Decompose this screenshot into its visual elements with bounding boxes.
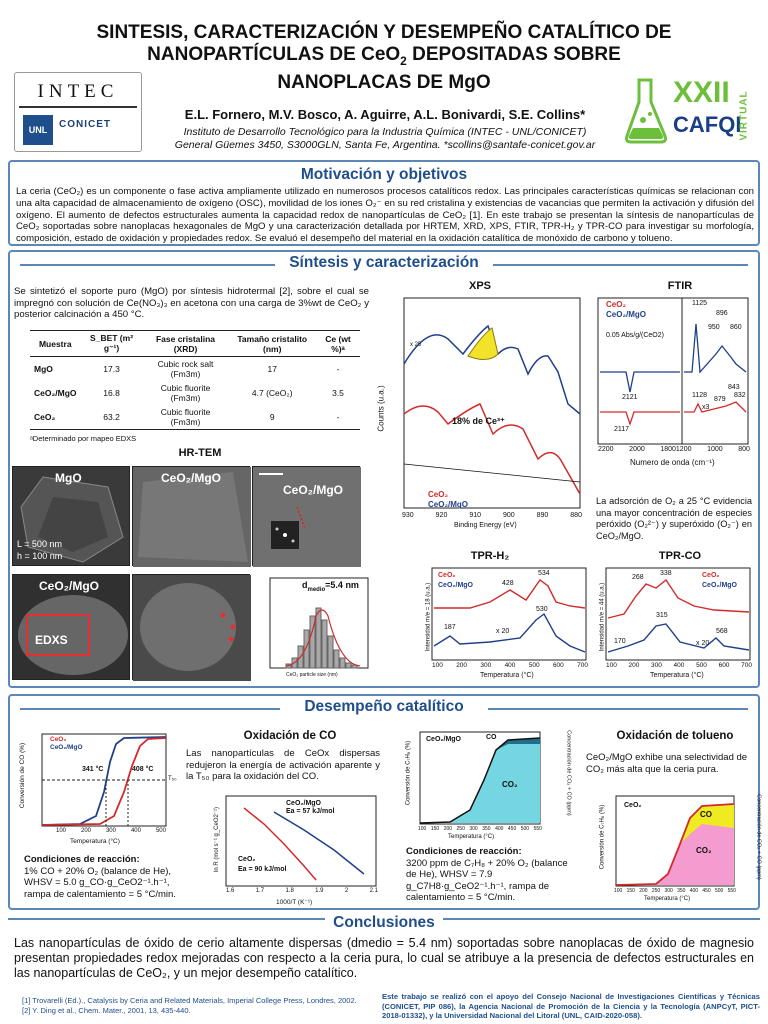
t50-ceo2: 408 °C	[132, 766, 154, 773]
ftir-label: 896	[716, 310, 728, 317]
ftir-text: La adsorción de O₂ a 25 °C evidencia una mayor concentración de especies peróxido (O₂²⁻) y superóxido (O₂⁻) en CeO₂/MgO.	[596, 496, 752, 541]
col-header: S_BET (m² g⁻¹)	[90, 333, 134, 353]
table-cell: Cubic fluorite (Fm3m)	[160, 407, 211, 427]
xtick: 2000	[629, 446, 645, 453]
table-cell: MgO	[34, 364, 53, 374]
xtick: 300	[664, 888, 673, 894]
ox-tol-text: CeO₂/MgO exhibe una selectividad de CO₂ más alta que la ceria pura.	[586, 752, 748, 775]
title-line-1: SINTESIS, CARACTERIZACIÓN Y DESEMPEÑO CATALÍTICO DE	[96, 22, 672, 43]
tol1-svg	[400, 730, 570, 832]
cond-tol	[406, 846, 576, 904]
histogram-bar	[322, 620, 327, 668]
xps-title: XPS	[468, 280, 491, 292]
table-cell: -	[336, 364, 340, 374]
histogram-bar	[334, 650, 339, 668]
ftir-label: x3	[702, 404, 710, 411]
ftir-label: 860	[730, 324, 742, 331]
arrhenius-chart	[204, 794, 380, 908]
xtick: 2.1	[369, 888, 378, 894]
tpr-h2-xticks	[432, 662, 588, 669]
xtick: 600	[718, 662, 730, 669]
intec-logo	[14, 72, 142, 152]
xtick: 300	[469, 826, 478, 832]
sintesis-title: Síntesis y caracterización	[289, 254, 479, 271]
xtick: 18001200	[660, 446, 692, 453]
poster-title	[70, 22, 698, 94]
ftir-title: FTIR	[667, 280, 693, 292]
arrh-ylabel: ln R (mol s⁻¹ g_CeO2⁻¹)	[214, 806, 221, 873]
xtick: 1.8	[285, 888, 294, 894]
xtick: 200	[443, 826, 453, 832]
affiliation-line-1: Instituto de Desarrollo Tecnológico para la Industria Química (INTEC - UNL/CONICET)	[183, 126, 587, 138]
virtual-text: VIRTUAL	[738, 90, 750, 141]
histogram-bar	[328, 636, 333, 668]
tol2-co: CO	[700, 810, 712, 819]
tem-label: CeO₂/MgO	[161, 471, 221, 485]
arrh-s1: CeO₂/MgO	[286, 800, 321, 807]
ftir-chart	[596, 294, 752, 470]
co-conv-xticks	[56, 828, 166, 834]
histogram-bar	[316, 608, 321, 668]
arrh-xlabel: 1000/T (K⁻¹)	[276, 899, 313, 906]
table-row	[30, 381, 360, 405]
affiliation	[150, 126, 620, 152]
co-conv-xlabel: Temperatura (°C)	[70, 838, 120, 845]
xtick: 2	[344, 888, 349, 894]
xtick: 500	[696, 662, 707, 669]
xtick: 550	[727, 888, 736, 894]
xtick: 100	[418, 826, 427, 832]
tpr-label: 170	[614, 638, 626, 645]
tpr-co-svg	[604, 566, 754, 666]
ftir-legend-ceo2: CeO₂	[606, 300, 627, 309]
tpr-h2-ylabel: Intensidad m/e = 18 (u.a.)	[425, 582, 432, 652]
motivacion-section	[8, 160, 760, 246]
reference-1: [1] Trovarelli (Ed.)., Catalysis by Ceria and Related Materials, Imperial College Press, Londres, 2002.	[22, 996, 357, 1005]
xtick: 100	[606, 662, 617, 669]
reference-2: [2] Y. Ding et al., Chem. Mater., 2001, 13, 435-440.	[22, 1006, 191, 1015]
tol2-label: CeO₂	[624, 802, 642, 809]
tem-image-mgo	[12, 466, 130, 566]
table-header-row	[30, 331, 360, 357]
ox-co-text: Las nanopartículas de CeOx dispersas redujeron la energía de activación aparente y la T₅₀ para la oxidación del CO.	[186, 748, 380, 782]
table-cell: 3.5	[332, 388, 344, 398]
co-conv-svg	[20, 732, 170, 840]
tpr-label: 187	[444, 624, 456, 631]
ftir-scale: 0.05 Abs/g/(CeO2)	[606, 332, 664, 339]
tpr-label: x 20	[496, 628, 510, 635]
tol1-label: CeO₂/MgO	[426, 736, 461, 743]
conclusiones-banner	[0, 914, 768, 932]
references	[22, 996, 362, 1016]
col-header: Fase cristalina (XRD)	[155, 333, 216, 354]
xtick: 150	[430, 826, 440, 832]
xtick: 400	[495, 826, 504, 832]
arrh-s2: CeO₂	[238, 856, 256, 863]
tpr-co-chart	[599, 566, 754, 684]
tol1-co2: CO₂	[502, 780, 518, 789]
histogram-bar	[304, 630, 309, 668]
tpr-label: 428	[502, 580, 514, 587]
conclusiones-text: Las nanopartículas de óxido de cerio altamente dispersas (dmedio = 5.4 nm) soportadas sobre nanoplacas de óxido de magnesio presentan propiedades redox mejoradas con respecto a la ceria pura, lo cual se atribuye a la presencia de defectos estructurales en las nanopartículas de CeO₂, y un mejor desempeño catalítico.	[14, 936, 754, 980]
motivacion-title: Motivación y objetivos	[300, 166, 468, 183]
xtick: 910	[469, 512, 481, 519]
xps-legend-ceo2: CeO₂	[428, 490, 449, 499]
col-header: Ce (wt %)ᵃ	[325, 333, 351, 354]
arrh-s2-ea: Ea = 90 kJ/mol	[238, 866, 287, 873]
co-conv-ylabel: Conversión de CO (%)	[19, 742, 27, 809]
table-cell: 9	[269, 412, 275, 422]
size-histogram	[256, 576, 370, 682]
tem-image-particles	[132, 574, 250, 680]
authors: E.L. Fornero, M.V. Bosco, A. Aguirre, A.L. Bonivardi, S.E. Collins*	[184, 107, 586, 122]
tpr-label: x 20	[696, 640, 710, 647]
cond-co	[24, 854, 184, 900]
xtick: 1.9	[315, 888, 324, 894]
xtick: 450	[702, 888, 711, 894]
table-cell: 17.3	[103, 364, 120, 374]
cafqi-text: CAFQI	[673, 112, 742, 137]
xtick: 300	[480, 662, 492, 669]
table-cell: Cubic rock salt (Fm3m)	[157, 359, 214, 379]
xtick: 890	[536, 512, 549, 519]
tpr-co-title: TPR-CO	[658, 550, 702, 562]
desempeno-section	[8, 694, 760, 910]
ftir-label: 950	[708, 324, 720, 331]
cafqi-logo	[625, 72, 755, 148]
tol2-ylabel2: Concentración de CO₂ + CO (ppm)	[755, 794, 762, 880]
table-row	[30, 357, 360, 382]
tol1-ylabel2: Concentración de CO₂ + CO (ppm)	[565, 730, 572, 816]
table-cell: CeO₂	[34, 412, 56, 422]
histogram-bar	[340, 658, 345, 668]
xtick: 930	[402, 512, 414, 519]
tem-label: CeO₂/MgO	[39, 579, 99, 593]
xtick: 100	[614, 888, 623, 894]
cond-tol-title: Condiciones de reacción:	[406, 846, 522, 857]
ftir-xticks	[598, 446, 750, 453]
intec-logo-text: INTEC	[37, 81, 119, 102]
tpr-label: 268	[632, 574, 644, 581]
sintesis-section	[8, 250, 760, 688]
tpr-co-xlabel: Temperatura (°C)	[650, 672, 704, 679]
tol2-xticks	[614, 888, 736, 894]
xtick: 500	[715, 888, 724, 894]
xtick: 450	[507, 826, 517, 832]
table-cell: Cubic fluorite (Fm3m)	[160, 383, 211, 403]
motivacion-text: La ceria (CeO₂) es un componente o fase activa ampliamente utilizado en numerosos procesos catalíticos redox. Las principales características químicas se relacionan con una alta capacidad de almacenamiento de oxígeno (OSC), movilidad de los iones O₂⁻ en su red cristalina y existencias de vacancias que permiten la activación y difusión del oxígeno. El aumento de defectos estructurales aumenta la capacidad redox de nanopartículas de CeO₂ [1]. En este trabajo se presentan la síntesis de nanopartículas de CeO₂ soportadas sobre nanoplacas hexagonales de MgO y una caracterización detallada por HRTEM, XRD, XPS, FTIR, TPR-H₂ y TPR-CO para investigar su morfología, composición, estado de oxidación y propiedades redox. Se evaluó el desempeño del material en la oxidación catalítica de monóxido de carbono y tolueno.	[16, 186, 754, 245]
tol1-xticks	[418, 826, 542, 832]
lattice-image	[253, 467, 361, 567]
xtick: 1.6	[226, 888, 235, 894]
tpr-h2-legend-ceo2: CeO₂	[438, 572, 456, 579]
xps-ylabel: Counts (u.a.)	[376, 385, 386, 432]
hist-label: $d_{medio}=5.4$ nm	[302, 580, 359, 593]
funding-text: Este trabajo se realizó con el apoyo del Consejo Nacional de Investigaciones Científicas y Técnicas (CONICET, PIP 086), la Agencia Nacional de Promoción de la Ciencia y la Tecnología (ANPCyT, PICT-2018-01332), y la Universidad Nacional del Litoral (UNL, CAID-2020-058).	[382, 992, 760, 1020]
table-cell: 16.8	[103, 388, 120, 398]
xtick: 250	[456, 826, 465, 832]
tpr-label: 530	[536, 606, 548, 613]
col-header: Muestra	[38, 338, 72, 349]
hrtem-title: HR-TEM	[178, 447, 222, 459]
xtick: 2200	[598, 446, 614, 453]
xtick: 100	[432, 662, 443, 669]
conicet-logo: CONICET	[59, 119, 111, 130]
xtick: 400	[130, 828, 141, 834]
co-conv-legend-ceo2: CeO₂	[50, 736, 67, 743]
xtick: 300	[651, 662, 662, 669]
xtick: 550	[533, 826, 542, 832]
xxii-text: XXII	[673, 76, 730, 109]
xtick: 500	[155, 828, 166, 834]
xtick: 1.7	[255, 888, 265, 894]
xps-x25: x 25	[410, 342, 422, 348]
xps-xlabel: Binding Energy (eV)	[454, 522, 517, 529]
tol1-xlabel: Temperatura (°C)	[448, 834, 495, 840]
xps-xticks	[402, 512, 582, 519]
tem-label: CeO₂/MgO	[283, 483, 343, 497]
ox-tol-title: Oxidación de tolueno	[616, 730, 734, 742]
ftir-label: 1125	[692, 300, 708, 307]
cond-co-title: Condiciones de reacción:	[24, 854, 140, 865]
toluene-chart-ceo2	[596, 794, 760, 906]
co-conversion-chart	[19, 732, 177, 852]
co-conv-legend-ceo2mgo: CeO₂/MgO	[50, 744, 83, 751]
xtick: 200	[456, 662, 468, 669]
xtick: 800	[738, 446, 750, 453]
ftir-xlabel: Numero de onda (cm⁻¹)	[630, 458, 715, 467]
xps-legend-ceo2mgo: CeO₂/MgO	[428, 500, 468, 509]
xtick: 920	[435, 512, 448, 519]
tol2-co2: CO₂	[696, 846, 712, 855]
xtick: 500	[528, 662, 540, 669]
table-cell: 63.2	[103, 412, 120, 422]
ftir-label: 879	[714, 396, 726, 403]
toluene-chart-ceo2mgo	[400, 730, 570, 840]
ox-co-title: Oxidación de CO	[243, 730, 337, 742]
xtick: 100	[56, 828, 67, 834]
table-cell: 4.7 (CeO₂)	[251, 388, 293, 398]
col-header: Tamaño cristalito (nm)	[237, 333, 308, 354]
dims-h: h = 100 nm	[17, 551, 63, 561]
tol2-xlabel: Temperatura (°C)	[644, 896, 691, 902]
xtick: 350	[482, 826, 491, 832]
tpr-label: 568	[716, 628, 728, 635]
logo-divider	[19, 106, 137, 108]
tol1-ylabel: Conversión de C₇H₈ (%)	[405, 740, 412, 806]
cond-co-text: 1% CO + 20% O₂ (balance de He), WHSV = 5.0 g_CO·g_CeO2⁻¹.h⁻¹, rampa de calentamiento = 5 °C/min.	[24, 865, 176, 900]
xps-chart	[376, 294, 584, 530]
xtick: 600	[552, 662, 564, 669]
t50-label: T₅₀	[168, 776, 177, 782]
particles-image	[133, 575, 251, 681]
xtick: 150	[626, 888, 635, 894]
dims-l: L = 500 nm	[17, 539, 62, 549]
data-table	[30, 330, 360, 430]
xtick: 900	[502, 512, 515, 519]
xtick: 700	[741, 662, 752, 669]
sintesis-text: Se sintetizó el soporte puro (MgO) por síntesis hidrotermal [2], sobre el cual se impregnó con solución de Ce(NO₃)₃ en acetona con una carga de 3%wt de CeO₂ y posterior calcinación a 450 °C.	[14, 286, 369, 320]
tpr-co-ylabel: Intensidad m/e = 44 (u.a.)	[599, 582, 606, 652]
tpr-co-legend-ceo2: CeO₂	[702, 572, 720, 579]
xps-svg	[388, 294, 584, 530]
xtick: 350	[677, 888, 686, 894]
tol2-svg	[596, 794, 760, 894]
table-footnote: ᵃDeterminado por mapeo EDXS	[30, 434, 137, 443]
title-line-3: NANOPLACAS DE MgO	[277, 71, 491, 93]
table-cell: -	[336, 412, 340, 422]
table-row	[30, 405, 360, 430]
xps-annotation: 18% de Ce³⁺	[452, 416, 505, 426]
desempeno-title: Desempeño catalítico	[304, 698, 464, 715]
arrh-xticks	[226, 888, 378, 894]
xtick: 1000	[707, 446, 723, 453]
cond-tol-text: 3200 ppm de C₇H₈ + 20% O₂ (balance de He), WHSV = 7.9 g_C7H8·g_CeO2⁻¹.h⁻¹, rampa de calentamiento = 5 °C/min.	[406, 857, 568, 903]
ftir-label: 843	[728, 384, 740, 391]
scale-bar	[259, 473, 283, 475]
xtick: 700	[577, 662, 588, 669]
unl-logo: UNL	[23, 115, 53, 145]
tem-image-ceo2mgo	[132, 466, 250, 566]
tpr-co-xticks	[606, 662, 752, 669]
tpr-label: 338	[660, 570, 672, 577]
hist-xlabel: CeO₂ particle size (nm)	[286, 672, 338, 678]
xtick: 250	[651, 888, 661, 894]
xtick: 400	[689, 888, 699, 894]
tem-image-hr	[252, 466, 360, 566]
ftir-label: 2121	[622, 394, 638, 401]
properties-table	[30, 330, 360, 443]
xtick: 200	[628, 662, 640, 669]
ftir-legend-ceo2mgo: CeO₂/MgO	[606, 310, 646, 319]
table-cell: CeO₂/MgO	[34, 388, 77, 398]
tol2-ylabel: Conversión de C₇H₈ (%)	[599, 804, 606, 870]
tem-label: MgO	[55, 471, 82, 485]
ftir-label: 832	[734, 392, 746, 399]
ftir-label: 2117	[614, 426, 630, 433]
xtick: 400	[673, 662, 685, 669]
tpr-h2-xlabel: Temperatura (°C)	[480, 672, 534, 679]
tpr-label: 534	[538, 570, 550, 577]
xtick: 200	[80, 828, 91, 834]
title-line-2: NANOPARTÍCULAS DE CeO$_2$ DEPOSITADAS SOBRE	[147, 44, 621, 68]
tem-image-edxs	[12, 574, 130, 680]
xtick: 500	[520, 826, 530, 832]
tpr-h2-legend-ceo2mgo: CeO₂/MgO	[438, 582, 473, 589]
tpr-h2-title: TPR-H₂	[470, 550, 510, 562]
tpr-h2-chart	[425, 566, 590, 684]
edxs-label: EDXS	[35, 633, 68, 647]
xtick: 200	[639, 888, 648, 894]
tpr-co-legend-ceo2mgo: CeO₂/MgO	[702, 582, 737, 589]
ftir-label: 1128	[692, 392, 708, 399]
tpr-label: 315	[656, 612, 668, 619]
t50-ceo2mgo: 341 °C	[82, 766, 104, 773]
xtick: 880	[570, 512, 582, 519]
arrh-s1-ea: Ea = 57 kJ/mol	[286, 808, 335, 815]
xtick: 300	[105, 828, 116, 834]
table-cell: 17	[267, 364, 277, 374]
affiliation-line-2: General Güemes 3450, S3000GLN, Santa Fe, Argentina. *scollins@santafe-conicet.gov.ar	[174, 139, 596, 151]
tol1-co: CO	[486, 734, 497, 741]
conclusiones-title: Conclusiones	[325, 914, 443, 931]
histogram-bar	[346, 663, 351, 668]
xtick: 400	[504, 662, 516, 669]
